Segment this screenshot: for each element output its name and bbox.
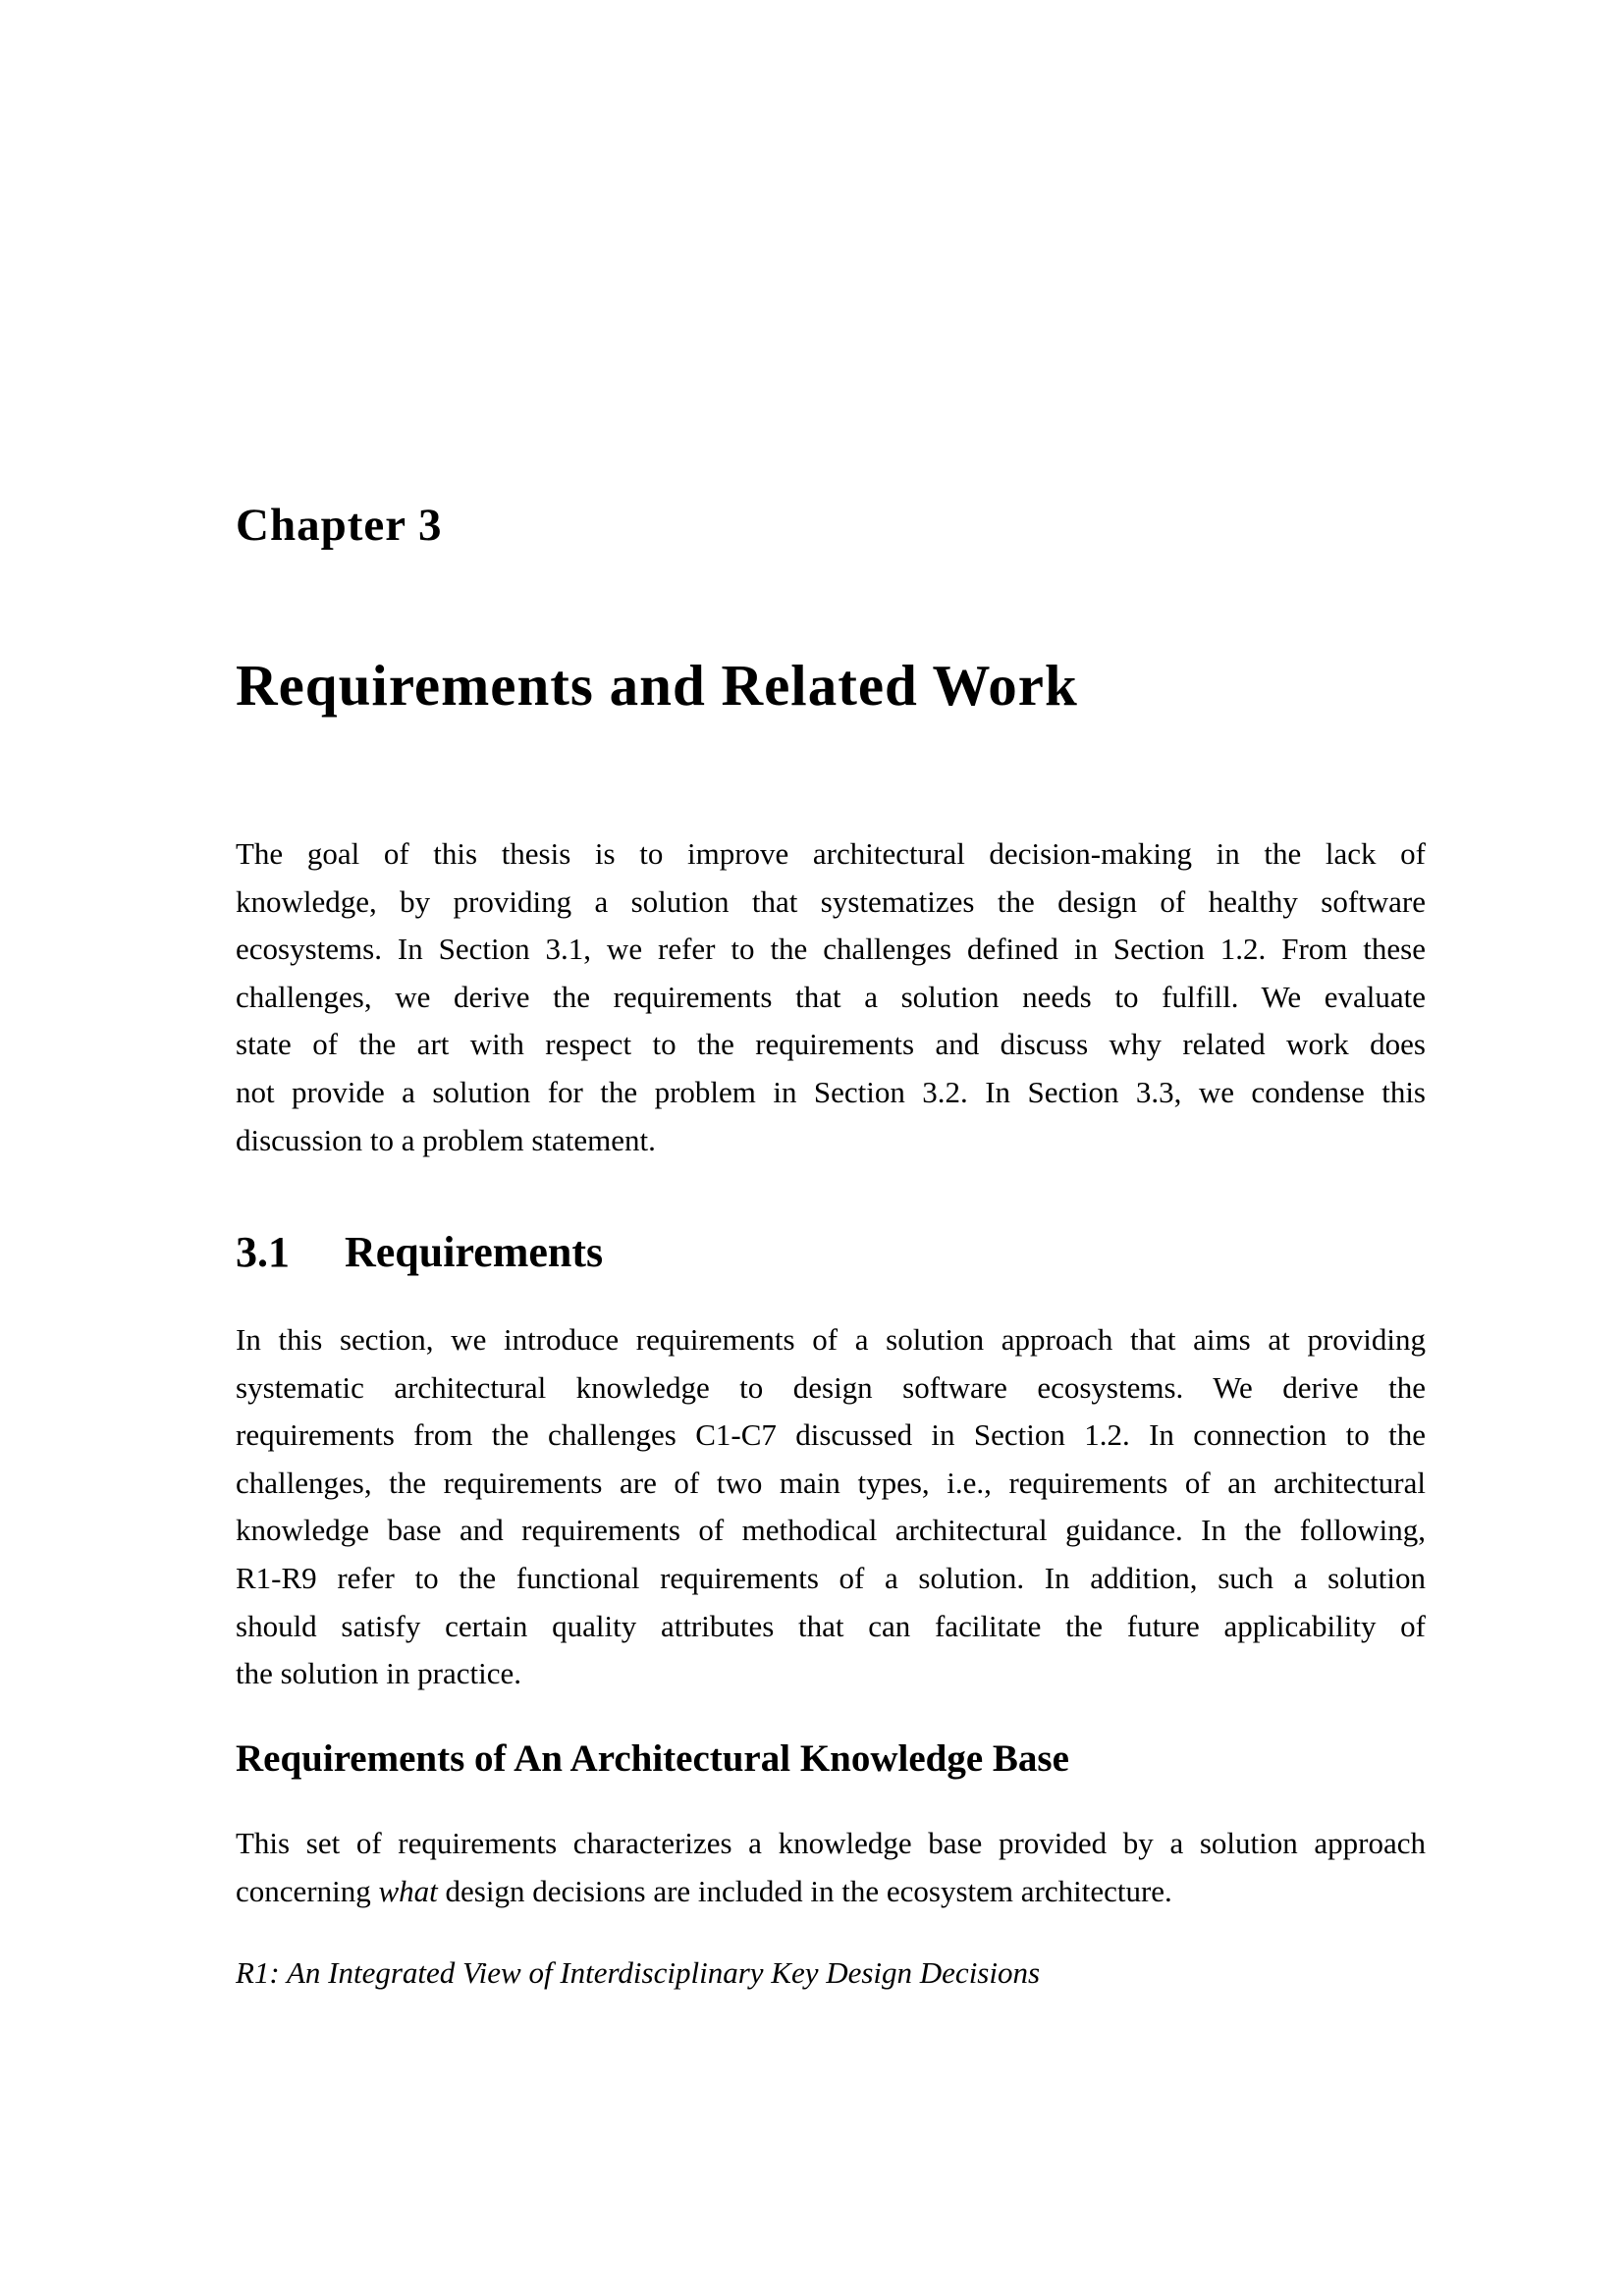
chapter-number-heading: Chapter 3 — [236, 500, 443, 551]
paragraph-line: should satisfy certain quality attributes that can facilitate the future applicability of — [236, 1608, 1426, 1643]
paragraph-line: challenges, we derive the requirements that a solution needs to fulfill. We evaluate — [236, 979, 1426, 1014]
section-heading — [236, 1228, 1426, 1276]
chapter-intro-paragraph — [236, 830, 1426, 1164]
paragraph-line: R1-R9 refer to the functional requirements of a solution. In addition, such a solution — [236, 1560, 1426, 1595]
paragraph-line: challenges, the requirements are of two main types, i.e., requirements of an architectural — [236, 1465, 1426, 1500]
paragraph-line: not provide a solution for the problem in Section 3.2. In Section 3.3, we condense this — [236, 1074, 1426, 1109]
paragraph-line: discussion to a problem statement. — [236, 1122, 656, 1157]
paragraph-line: This set of requirements characterizes a knowledge base provided by a solution approach — [236, 1826, 1426, 1860]
paragraph-line: systematic architectural knowledge to design software ecosystems. We derive the — [236, 1369, 1426, 1405]
paragraph-line: ecosystems. In Section 3.1, we refer to the challenges defined in Section 1.2. From these — [236, 932, 1426, 967]
chapter-title-heading: Requirements and Related Work — [236, 653, 1078, 718]
paragraph-line: requirements from the challenges C1-C7 discussed in Section 1.2. In connection to the — [236, 1417, 1426, 1453]
paragraph-line: knowledge base and requirements of methodical architectural guidance. In the following, — [236, 1513, 1426, 1548]
section-title: Requirements — [345, 1228, 604, 1276]
subsection-intro-paragraph — [236, 1820, 1426, 1915]
subsection-heading-knowledge-base: Requirements of An Architectural Knowledge Base — [236, 1737, 1069, 1780]
paragraph-line: the solution in practice. — [236, 1656, 521, 1691]
requirement-r1-heading: R1: An Integrated View of Interdisciplinary Key Design Decisions — [236, 1955, 1041, 1990]
section-requirements-paragraph — [236, 1316, 1426, 1698]
paragraph-line: In this section, we introduce requirements of a solution approach that aims at providing — [236, 1322, 1426, 1357]
paragraph-line: knowledge, by providing a solution that systematizes the design of healthy software — [236, 883, 1426, 919]
section-number: 3.1 — [236, 1228, 290, 1276]
paragraph-line: The goal of this thesis is to improve architectural decision-making in the lack of — [236, 836, 1426, 871]
paragraph-line: state of the art with respect to the requirements and discuss why related work does — [236, 1027, 1426, 1062]
paragraph-line: concerning what design decisions are included in the ecosystem architecture. — [236, 1873, 1172, 1908]
